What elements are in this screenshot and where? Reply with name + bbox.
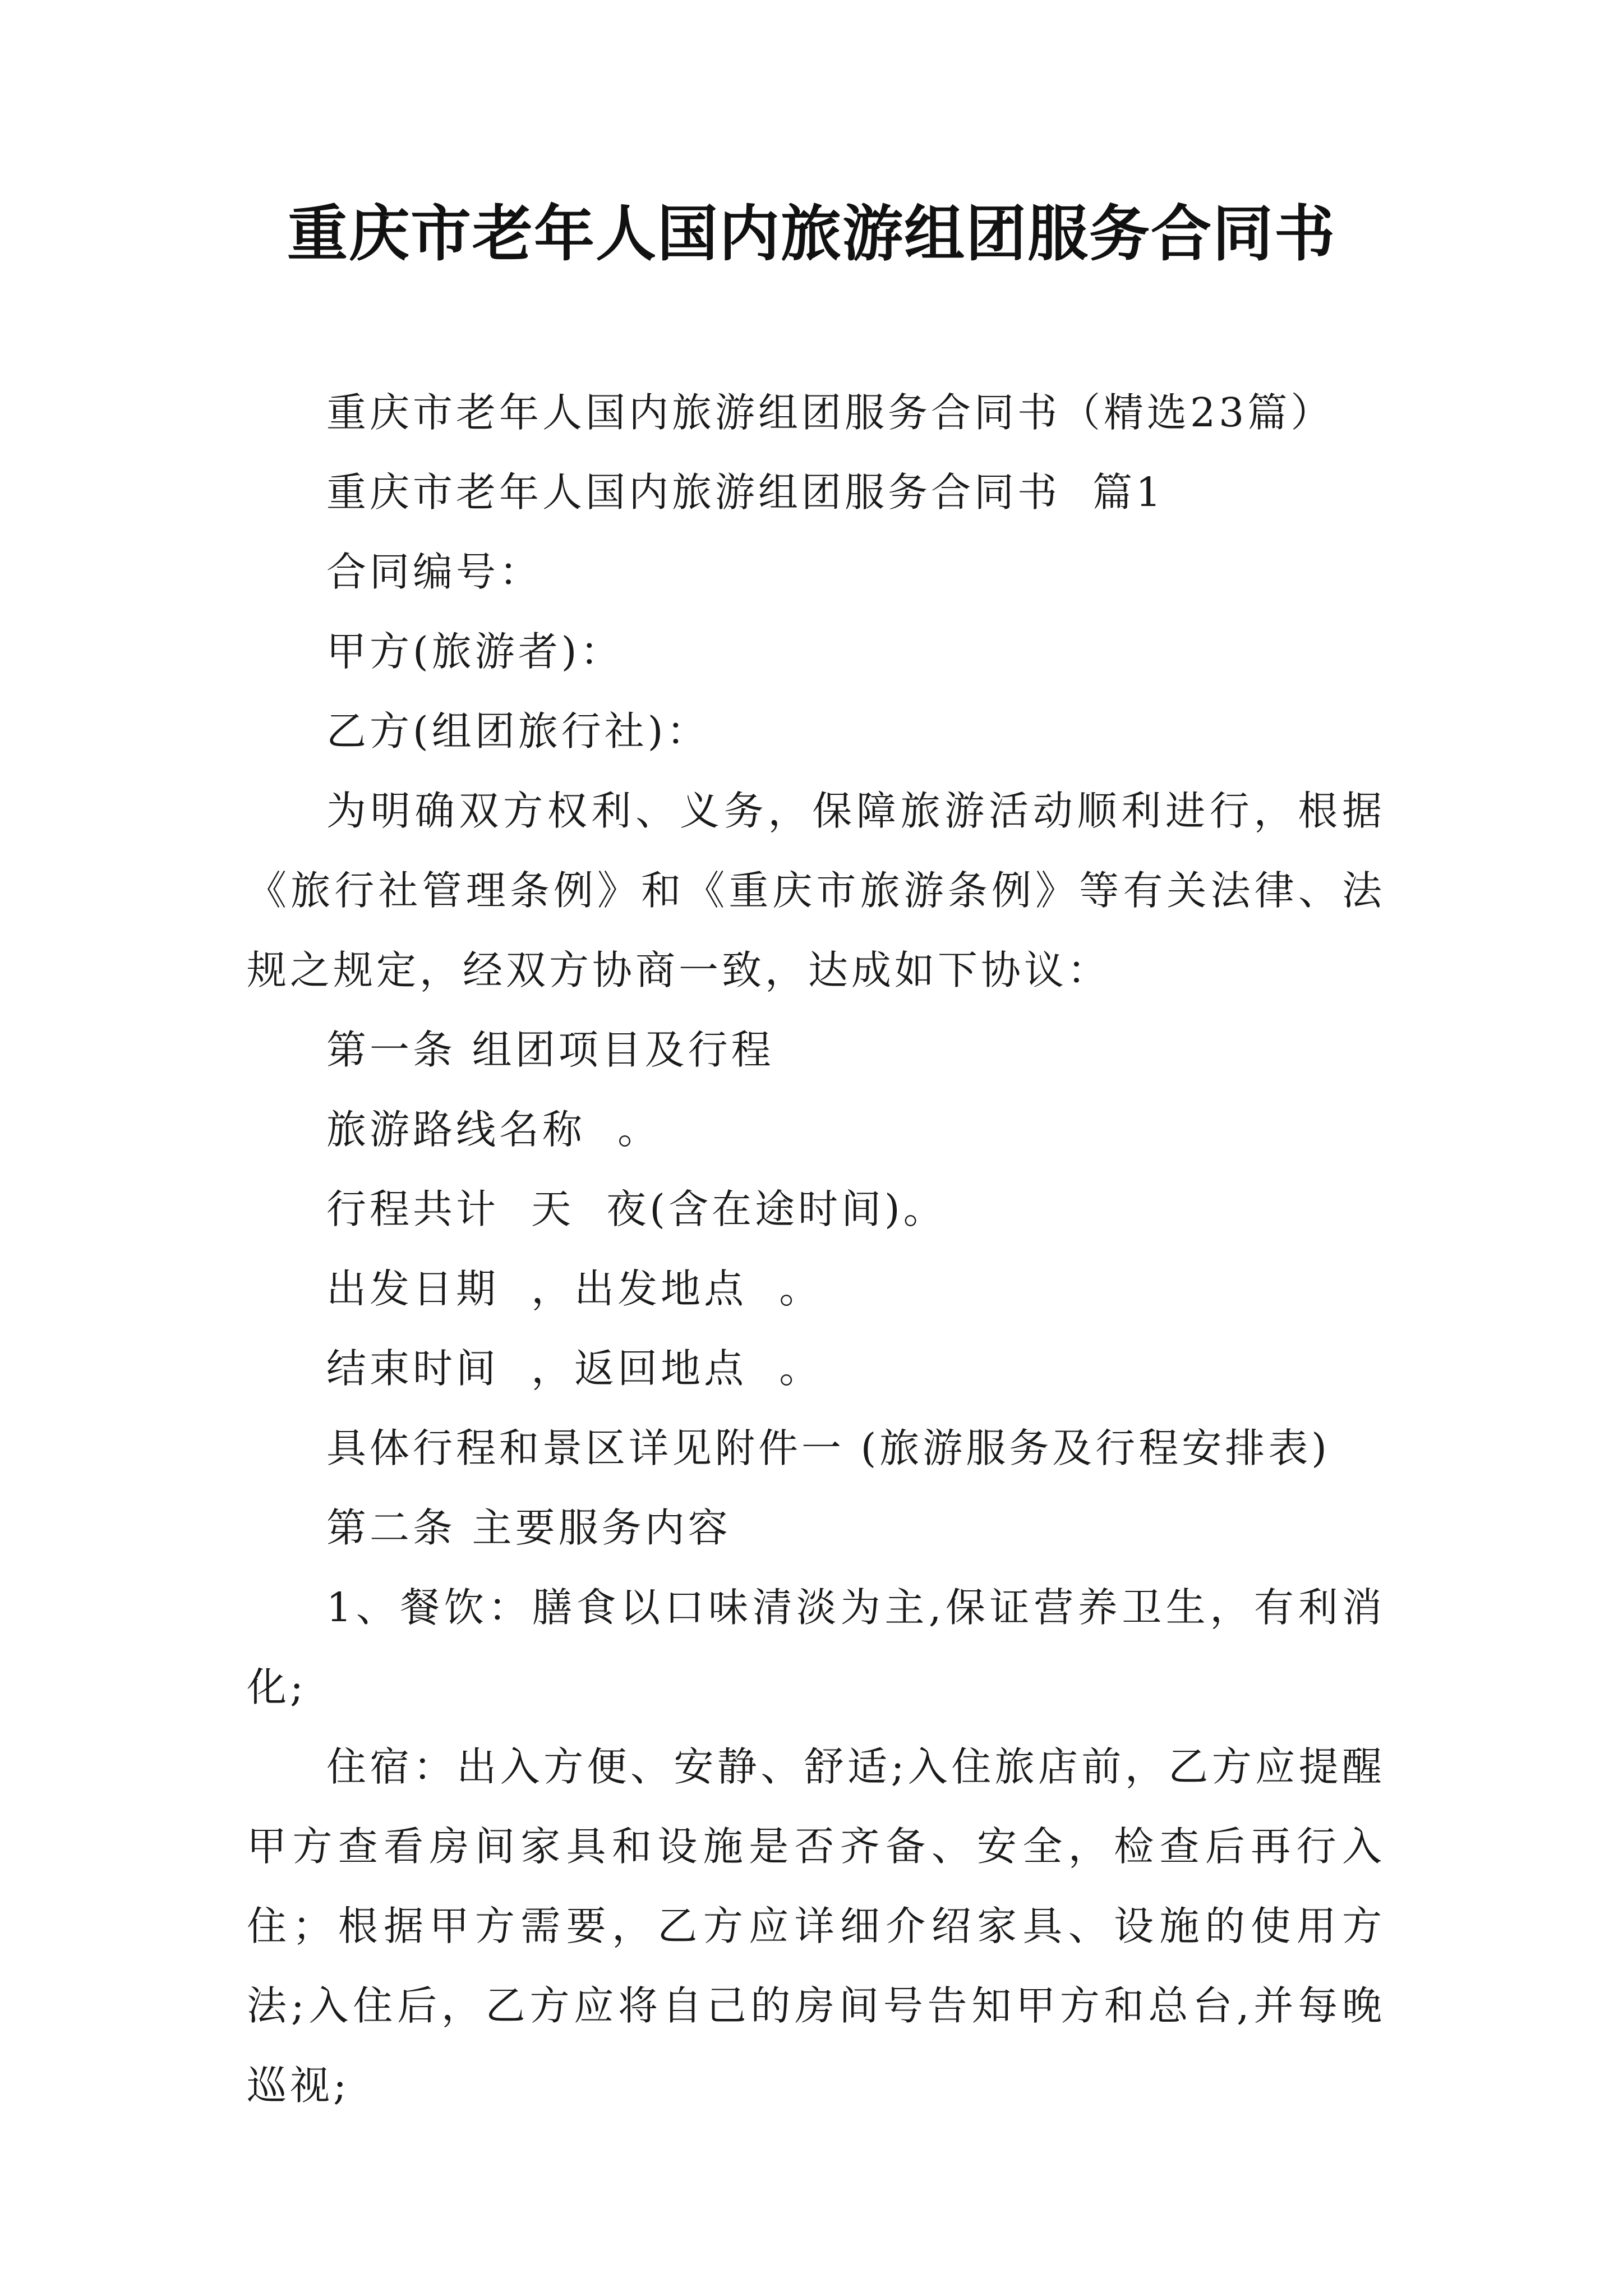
document-body — [247, 373, 1385, 2125]
paragraph-contract-number: 合同编号： — [326, 549, 543, 595]
paragraph-attachment: 具体行程和景区详见附件一 (旅游服务及行程安排表) — [326, 1425, 1330, 1471]
paragraph-accommodation: 住宿：出入方便、安静、舒适;入住旅店前，乙方应提醒甲方查看房间家具和设施是否齐备、安全，检查后再行入住；根据甲方需要，乙方应详细介绍家具、设施的使用方法;入住后，乙方应将自己的房间号告知甲方和总台,并每晚巡视; — [247, 1743, 1385, 2109]
paragraph-preamble: 为明确双方权利、义务，保障旅游活动顺利进行，根据《旅行社管理条例》和《重庆市旅游条例》等有关法律、法规之规定，经双方协商一致，达成如下协议： — [247, 788, 1385, 993]
paragraph-catering: 1、餐饮：膳食以口味清淡为主,保证营养卫生，有利消化; — [247, 1584, 1385, 1710]
document-title: 重庆市老年人国内旅游组团服务合同书 — [287, 199, 1336, 269]
paragraph-subtitle: 重庆市老年人国内旅游组团服务合同书（精选23篇） — [326, 389, 1334, 436]
paragraph-departure: 出发日期 ，出发地点 。 — [326, 1266, 823, 1312]
paragraph-section-heading: 重庆市老年人国内旅游组团服务合同书 篇1 — [326, 469, 1165, 516]
paragraph-route-name: 旅游路线名称 。 — [326, 1106, 661, 1153]
paragraph-itinerary-length: 行程共计 天 夜(含在途时间)。 — [326, 1186, 947, 1232]
paragraph-article-2: 第二条 主要服务内容 — [326, 1504, 731, 1551]
paragraph-party-b: 乙方(组团旅行社)： — [326, 708, 710, 754]
paragraph-return: 结束时间 ，返回地点 。 — [326, 1345, 823, 1392]
paragraph-party-a: 甲方(旅游者)： — [326, 628, 624, 675]
paragraph-article-1: 第一条 组团项目及行程 — [326, 1027, 774, 1073]
